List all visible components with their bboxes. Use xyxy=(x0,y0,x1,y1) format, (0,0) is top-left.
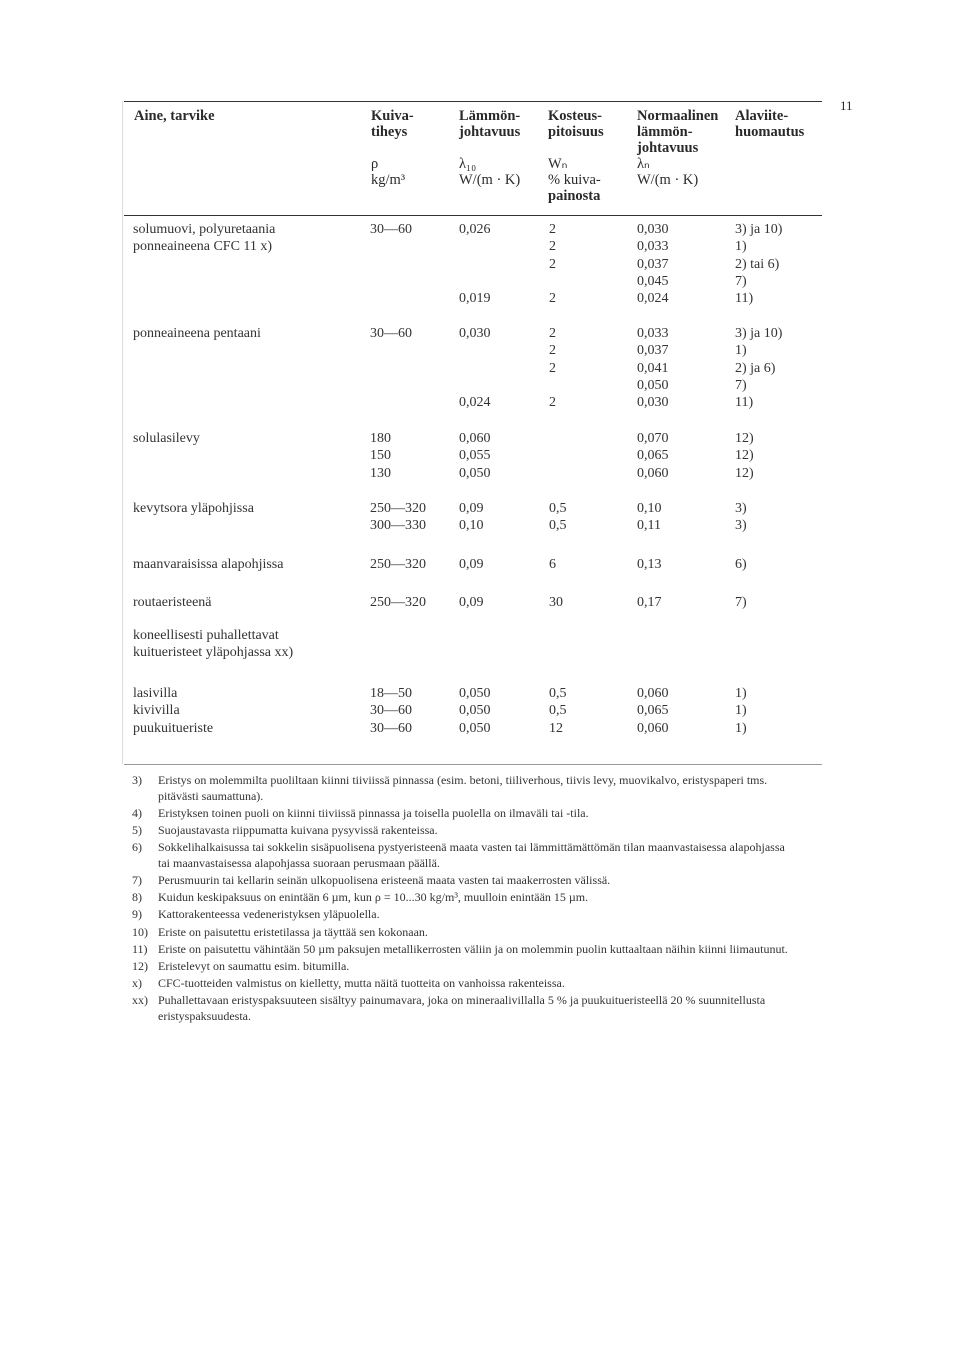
header-line: Aine, tarvike xyxy=(134,108,215,124)
footnote-key: 6) xyxy=(132,840,142,855)
header-line: Kosteus- xyxy=(548,108,602,124)
cell-line: 0,060 xyxy=(637,686,669,701)
cell-line: 3) xyxy=(735,501,747,516)
cell-line: 7) xyxy=(735,377,747,393)
cell-line: 6) xyxy=(735,557,747,572)
page-number: 11 xyxy=(840,98,853,113)
header-line: pitoisuus xyxy=(548,124,604,140)
cell-line: 1) xyxy=(735,343,747,359)
cell-line: 0,10 xyxy=(637,501,662,516)
kosteus-value xyxy=(549,500,567,535)
header-line: W/(m · K) xyxy=(459,172,521,188)
cell-line: 0,024 xyxy=(459,395,491,411)
header-line: johtavuus xyxy=(637,140,699,156)
cell-line: 3) ja 10) xyxy=(735,326,783,341)
footnote xyxy=(132,823,792,839)
footnote-text: Kattorakenteessa vedeneristyksen yläpuolella. xyxy=(158,907,380,922)
cell-line: kuitueristeet yläpohjassa xx) xyxy=(133,645,294,661)
cell-line: koneellisesti puhallettavat xyxy=(133,628,279,643)
alaviite-value xyxy=(735,221,782,307)
cell-line: 0,019 xyxy=(459,291,491,307)
header-kosteuspitoisuus xyxy=(548,108,604,204)
footnote-key: 4) xyxy=(132,805,142,820)
cell-line: 30—60 xyxy=(370,222,412,237)
cell-line: 0,045 xyxy=(637,273,669,289)
header-line: W/(m · K) xyxy=(637,172,699,188)
kuivatiheys-value xyxy=(370,594,426,611)
cell-line: ponneaineena pentaani xyxy=(133,326,261,341)
cell-line: 0,17 xyxy=(637,595,662,610)
header-line: Kuiva- xyxy=(371,108,414,124)
cell-line: 30—60 xyxy=(370,720,412,736)
header-line xyxy=(459,140,520,156)
kosteus-value xyxy=(549,594,563,611)
cell-line: 7) xyxy=(735,595,747,610)
footnote xyxy=(132,976,792,992)
cell-line: 0,055 xyxy=(459,448,491,464)
footnote-key: 3) xyxy=(132,773,142,787)
normaalinen-value xyxy=(637,500,662,535)
footnote xyxy=(132,925,792,941)
cell-line: 0,033 xyxy=(637,239,669,255)
header-alaviite xyxy=(735,108,804,140)
footnote xyxy=(132,890,792,906)
cell-line: 0,050 xyxy=(459,465,491,481)
cell-line: 0,030 xyxy=(637,222,669,237)
cell-line: 12) xyxy=(735,448,754,464)
cell-line: 180 xyxy=(370,431,391,446)
header-line: λₙ xyxy=(637,156,650,172)
material-name xyxy=(133,685,213,737)
normaalinen-value xyxy=(637,221,669,307)
header-line: Wₙ xyxy=(548,156,568,172)
footnote-text: Eriste on paisutettu eristetilassa ja täyttää sen kokonaan. xyxy=(158,924,428,939)
cell-line: 1) xyxy=(735,686,747,701)
cell-line xyxy=(459,360,491,377)
header-kuivatiheys xyxy=(371,108,414,188)
cell-line: 12 xyxy=(549,720,563,736)
cell-line: 30—60 xyxy=(370,326,412,341)
cell-line: lasivilla xyxy=(133,686,178,701)
cell-line: puukuitueriste xyxy=(133,720,214,736)
footnote-text: Perusmuurin tai kellarin seinän ulkopuolisena eristeenä maata vasten tai maakerrosten välissä. xyxy=(158,872,611,887)
cell-line: solulasilevy xyxy=(133,431,200,446)
material-name xyxy=(133,500,254,517)
cell-line: 2 xyxy=(549,395,556,411)
cell-line: 6 xyxy=(549,557,556,572)
header-line: johtavuus xyxy=(459,124,521,140)
header-line xyxy=(548,140,604,156)
kosteus-value xyxy=(549,685,567,737)
cell-line: 2 xyxy=(549,239,556,255)
cell-line: 12) xyxy=(735,431,754,446)
cell-line: 0,10 xyxy=(459,518,484,534)
cell-line: 30—60 xyxy=(370,703,412,719)
material-name xyxy=(133,627,293,662)
cell-line xyxy=(549,377,556,394)
cell-line: solumuovi, polyuretaania xyxy=(133,222,276,237)
cell-line: 0,050 xyxy=(459,703,491,719)
header-line xyxy=(371,140,414,156)
alaviite-value xyxy=(735,500,747,535)
cell-line xyxy=(459,377,491,394)
footnote-text: Eriste on paisutettu vähintään 50 µm paksujen metallikerrosten väliin ja on molemmin puolin kuttaaltaan näihin kiinni liimautunut. xyxy=(158,941,788,956)
cell-line: 250—320 xyxy=(370,501,426,516)
footnote xyxy=(132,806,792,822)
cell-line: 0,13 xyxy=(637,557,662,572)
cell-line: 0,5 xyxy=(549,518,567,534)
header-line: ρ xyxy=(371,156,379,172)
footnote-key: 8) xyxy=(132,890,142,905)
cell-line: 12) xyxy=(735,465,754,481)
cell-line: 0,065 xyxy=(637,448,669,464)
cell-line: 0,09 xyxy=(459,557,484,572)
cell-line xyxy=(459,342,491,359)
header-line: huomautus xyxy=(735,124,805,140)
cell-line: kivivilla xyxy=(133,703,180,719)
cell-line: 0,5 xyxy=(549,686,567,701)
footnote-text: Kuidun keskipaksuus on enintään 6 µm, kun ρ = 10...30 kg/m³, muulloin enintään 15 µm. xyxy=(158,890,589,905)
cell-line: 2) ja 6) xyxy=(735,360,776,376)
cell-line: 300—330 xyxy=(370,518,426,534)
header-line: Alaviite- xyxy=(735,108,789,124)
header-line: tiheys xyxy=(371,124,408,140)
cell-line: 0,033 xyxy=(637,326,669,341)
cell-line: 0,060 xyxy=(637,465,669,481)
cell-line: 0,065 xyxy=(637,703,669,719)
cell-line: 0,041 xyxy=(637,360,669,376)
cell-line: 0,09 xyxy=(459,595,484,610)
cell-line: 250—320 xyxy=(370,557,426,572)
normaalinen-value xyxy=(637,556,662,573)
normaalinen-value xyxy=(637,685,669,737)
lammonjohtavuus-value xyxy=(459,325,491,411)
footnote-text: Eristys on molemmilta puoliltaan kiinni tiiviissä pinnassa (esim. betoni, tiiliverhous, tiivis levy, muovikalvo, eristyspaperi tms. pitävästi saumattuna). xyxy=(158,773,768,803)
cell-line: 2 xyxy=(549,360,556,376)
lammonjohtavuus-value xyxy=(459,556,484,573)
normaalinen-value xyxy=(637,430,669,482)
cell-line: 0,060 xyxy=(637,720,669,736)
cell-line: 0,060 xyxy=(459,431,491,446)
cell-line: 1) xyxy=(735,703,747,719)
alaviite-value xyxy=(735,430,754,482)
cell-line: 0,050 xyxy=(637,377,669,393)
cell-line: routaeristeenä xyxy=(133,595,212,610)
footnote-key: 9) xyxy=(132,907,142,922)
table-foot-rule xyxy=(124,764,822,765)
footnote-text: Sokkelihalkaisussa tai sokkelin sisäpuolisena pystyeristeenä maata vasten tai lämmittämättömän tilan maanvastaisessa alapohjassa tai maanvastaisessa alapohjassa suoraan perusmaan päällä. xyxy=(158,840,785,870)
cell-line xyxy=(459,238,491,255)
footnote xyxy=(132,907,792,923)
cell-line: 0,037 xyxy=(637,256,669,272)
cell-line: maanvaraisissa alapohjissa xyxy=(133,557,284,572)
cell-line: ponneaineena CFC 11 x) xyxy=(133,239,273,255)
kosteus-value xyxy=(549,556,556,573)
header-normaalinen xyxy=(637,108,718,188)
cell-line: 0,030 xyxy=(637,395,669,411)
header-line: λ₁₀ xyxy=(459,156,477,172)
footnote-key: 11) xyxy=(132,941,148,956)
header-line: painosta xyxy=(548,188,601,204)
kosteus-value xyxy=(549,325,556,411)
footnote-text: Suojaustavasta riippumatta kuivana pysyvissä rakenteissa. xyxy=(158,822,438,837)
normaalinen-value xyxy=(637,325,669,411)
header-rule xyxy=(124,215,822,216)
cell-line: 0,026 xyxy=(459,222,491,237)
footnote xyxy=(132,773,792,804)
footnote xyxy=(132,993,792,1024)
footnote xyxy=(132,840,792,871)
footnote xyxy=(132,873,792,889)
alaviite-value xyxy=(735,556,747,573)
footnote xyxy=(132,959,792,975)
header-line: Lämmön- xyxy=(459,108,521,124)
cell-line: 1) xyxy=(735,720,747,736)
cell-line: 2 xyxy=(549,222,556,237)
cell-line: 0,024 xyxy=(637,291,669,307)
kuivatiheys-value xyxy=(370,221,412,238)
cell-line xyxy=(459,273,491,290)
cell-line: 3) ja 10) xyxy=(735,222,783,237)
cell-line: 150 xyxy=(370,448,391,464)
header-line: kg/m³ xyxy=(371,172,406,188)
cell-line: 2 xyxy=(549,291,556,307)
cell-line: 18—50 xyxy=(370,686,412,701)
header-line: lämmön- xyxy=(637,124,693,140)
alaviite-value xyxy=(735,685,747,737)
cell-line: 1) xyxy=(735,239,747,255)
kuivatiheys-value xyxy=(370,430,391,482)
kuivatiheys-value xyxy=(370,556,426,573)
vertical-rule xyxy=(122,101,123,764)
footnote-text: Eristelevyt on saumattu esim. bitumilla. xyxy=(158,958,350,973)
footnote-key: 12) xyxy=(132,958,148,973)
header-aine xyxy=(134,108,215,124)
material-name xyxy=(133,430,200,447)
lammonjohtavuus-value xyxy=(459,500,484,535)
header-lammonjohtavuus xyxy=(459,108,520,188)
cell-line: kevytsora yläpohjissa xyxy=(133,501,254,516)
material-name xyxy=(133,325,261,342)
kuivatiheys-value xyxy=(370,500,426,535)
footnote-key: xx) xyxy=(132,993,148,1008)
cell-line: 0,09 xyxy=(459,501,484,516)
cell-line: 0,5 xyxy=(549,501,567,516)
material-name xyxy=(133,556,283,573)
footnote-text: CFC-tuotteiden valmistus on kielletty, mutta näitä tuotteita on vanhoissa rakenteissa. xyxy=(158,976,565,991)
lammonjohtavuus-value xyxy=(459,685,491,737)
header-line: % kuiva- xyxy=(548,172,601,188)
kuivatiheys-value xyxy=(370,685,412,737)
cell-line: 0,11 xyxy=(637,518,661,534)
footnote-text: Eristyksen toinen puoli on kiinni tiiviissä pinnassa ja toisella puolella on ilmaväli tai -tila. xyxy=(158,805,589,820)
kuivatiheys-value xyxy=(370,325,412,342)
cell-line: 250—320 xyxy=(370,595,426,610)
cell-line: 0,5 xyxy=(549,703,567,719)
footnote-key: 10) xyxy=(132,924,148,939)
footnote-key: x) xyxy=(132,976,142,991)
lammonjohtavuus-value xyxy=(459,430,491,482)
material-name xyxy=(133,594,212,611)
normaalinen-value xyxy=(637,594,662,611)
cell-line: 2 xyxy=(549,326,556,341)
cell-line: 7) xyxy=(735,273,747,289)
alaviite-value xyxy=(735,325,782,411)
lammonjohtavuus-value xyxy=(459,594,484,611)
header-line: Normaalinen xyxy=(637,108,719,124)
cell-line: 11) xyxy=(735,395,754,411)
cell-line: 0,050 xyxy=(459,720,491,736)
cell-line: 0,070 xyxy=(637,431,669,446)
cell-line: 0,050 xyxy=(459,686,491,701)
cell-line: 0,030 xyxy=(459,326,491,341)
cell-line: 30 xyxy=(549,595,563,610)
cell-line: 11) xyxy=(735,291,754,307)
footnote-key: 7) xyxy=(132,872,142,887)
top-rule xyxy=(124,101,822,102)
cell-line: 130 xyxy=(370,465,391,481)
footnote-text: Puhallettavaan eristyspaksuuteen sisältyy painumavara, joka on mineraalivillalla 5 % ja puukuitueristeellä 20 % suunnitellusta eristyspaksuudesta. xyxy=(158,993,766,1023)
cell-line xyxy=(549,273,556,290)
cell-line: 2) tai 6) xyxy=(735,256,780,272)
kosteus-value xyxy=(549,221,556,307)
footnotes xyxy=(132,773,792,1026)
cell-line: 2 xyxy=(549,256,556,272)
lammonjohtavuus-value xyxy=(459,221,491,307)
footnote xyxy=(132,942,792,958)
cell-line: 0,037 xyxy=(637,343,669,359)
cell-line: 3) xyxy=(735,518,747,534)
alaviite-value xyxy=(735,594,747,611)
footnote-key: 5) xyxy=(132,822,142,837)
cell-line xyxy=(459,256,491,273)
material-name xyxy=(133,221,275,256)
cell-line: 2 xyxy=(549,343,556,359)
